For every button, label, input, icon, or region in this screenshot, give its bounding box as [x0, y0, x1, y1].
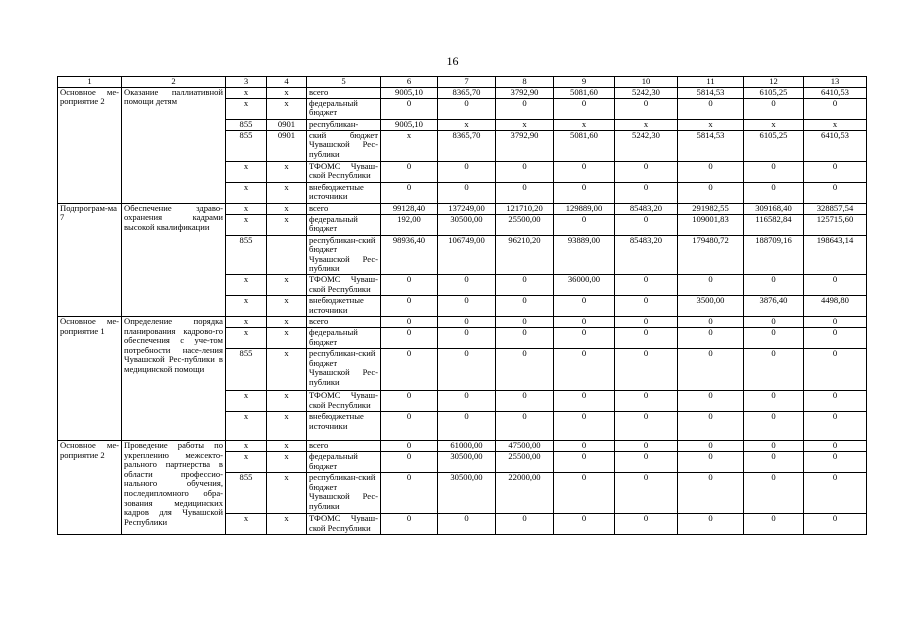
table-row: [58, 203, 867, 214]
amount-cell: 0: [744, 472, 804, 513]
amount-cell: 0: [496, 161, 554, 182]
amount-cell: 0: [554, 440, 615, 451]
amount-cell: 0: [744, 182, 804, 203]
funding-source-cell: республикан-: [307, 119, 381, 130]
amount-cell: 3792,90: [496, 130, 554, 161]
grbs-code-cell: 855: [226, 235, 267, 274]
amount-cell: 0: [678, 161, 744, 182]
funding-source-cell: республикан-ский бюджет Чувашской Рес-публики: [307, 235, 381, 274]
amount-cell: 0: [804, 451, 867, 472]
amount-cell: 106749,00: [438, 235, 496, 274]
amount-cell: 6105,25: [744, 87, 804, 98]
amount-cell: 0: [438, 182, 496, 203]
amount-cell: 0: [381, 182, 438, 203]
grbs-code-cell: 855: [226, 119, 267, 130]
amount-cell: 116582,84: [744, 214, 804, 235]
section-code-cell: x: [267, 327, 307, 348]
amount-cell: 0: [496, 411, 554, 440]
amount-cell: 5242,30: [615, 87, 678, 98]
section-code-cell: x: [267, 214, 307, 235]
grbs-code-cell: x: [226, 274, 267, 295]
amount-cell: x: [381, 130, 438, 161]
amount-cell: 0: [554, 472, 615, 513]
amount-cell: 0: [381, 274, 438, 295]
funding-source-cell: федеральный бюджет: [307, 327, 381, 348]
amount-cell: 0: [438, 348, 496, 390]
amount-cell: 192,00: [381, 214, 438, 235]
grbs-code-cell: x: [226, 327, 267, 348]
amount-cell: 125715,60: [804, 214, 867, 235]
column-number: 3: [226, 77, 267, 88]
amount-cell: 0: [615, 411, 678, 440]
funding-source-cell: всего: [307, 316, 381, 327]
column-number: 4: [267, 77, 307, 88]
amount-cell: 0: [615, 390, 678, 411]
amount-cell: 0: [678, 411, 744, 440]
amount-cell: 0: [615, 348, 678, 390]
section-code-cell: x: [267, 411, 307, 440]
amount-cell: 0: [804, 411, 867, 440]
amount-cell: 9005,10: [381, 119, 438, 130]
amount-cell: 0: [615, 295, 678, 316]
amount-cell: 0: [554, 513, 615, 534]
column-number: 12: [744, 77, 804, 88]
grbs-code-cell: 855: [226, 130, 267, 161]
amount-cell: 4498,80: [804, 295, 867, 316]
grbs-code-cell: 855: [226, 348, 267, 390]
amount-cell: 0: [615, 182, 678, 203]
amount-cell: 0: [554, 348, 615, 390]
amount-cell: 328857,54: [804, 203, 867, 214]
program-cell: Подпрограм-ма 7: [58, 203, 122, 316]
column-number: 8: [496, 77, 554, 88]
amount-cell: 0: [554, 316, 615, 327]
amount-cell: 3876,40: [744, 295, 804, 316]
amount-cell: 0: [804, 348, 867, 390]
amount-cell: 93889,00: [554, 235, 615, 274]
amount-cell: 0: [438, 411, 496, 440]
amount-cell: 5081,60: [554, 87, 615, 98]
amount-cell: 30500,00: [438, 451, 496, 472]
amount-cell: 0: [496, 182, 554, 203]
amount-cell: 291982,55: [678, 203, 744, 214]
section-code-cell: x: [267, 295, 307, 316]
grbs-code-cell: x: [226, 390, 267, 411]
amount-cell: 0: [804, 161, 867, 182]
amount-cell: 96210,20: [496, 235, 554, 274]
column-number: 1: [58, 77, 122, 88]
amount-cell: 0: [438, 316, 496, 327]
grbs-code-cell: x: [226, 316, 267, 327]
amount-cell: 0: [496, 295, 554, 316]
funding-source-cell: федеральный бюджет: [307, 214, 381, 235]
amount-cell: 5081,60: [554, 130, 615, 161]
amount-cell: 0: [381, 451, 438, 472]
table-row: [58, 87, 867, 98]
amount-cell: 0: [678, 348, 744, 390]
amount-cell: 0: [678, 316, 744, 327]
amount-cell: x: [496, 119, 554, 130]
grbs-code-cell: x: [226, 214, 267, 235]
amount-cell: 0: [615, 513, 678, 534]
amount-cell: 0: [678, 472, 744, 513]
amount-cell: 0: [804, 472, 867, 513]
amount-cell: 0: [496, 316, 554, 327]
amount-cell: 0: [615, 440, 678, 451]
amount-cell: 0: [744, 451, 804, 472]
amount-cell: 109001,83: [678, 214, 744, 235]
amount-cell: x: [615, 119, 678, 130]
section-code-cell: x: [267, 472, 307, 513]
amount-cell: 188709,16: [744, 235, 804, 274]
amount-cell: x: [554, 119, 615, 130]
section-code-cell: [267, 235, 307, 274]
amount-cell: 0: [615, 161, 678, 182]
program-title-cell: Проведение работы по укреплению межсекто-рального партнерства в области профессио-нального обучения, последипломного обра-зования медицинских кадров для Чувашской Республики: [122, 440, 226, 534]
section-code-cell: x: [267, 98, 307, 119]
amount-cell: 0: [381, 411, 438, 440]
amount-cell: x: [744, 119, 804, 130]
amount-cell: 36000,00: [554, 274, 615, 295]
grbs-code-cell: x: [226, 411, 267, 440]
amount-cell: 0: [381, 327, 438, 348]
section-code-cell: x: [267, 390, 307, 411]
amount-cell: 0: [381, 472, 438, 513]
amount-cell: 6105,25: [744, 130, 804, 161]
amount-cell: 0: [381, 513, 438, 534]
amount-cell: 0: [438, 98, 496, 119]
funding-source-cell: внебюджетные источники: [307, 295, 381, 316]
amount-cell: 0: [804, 440, 867, 451]
amount-cell: 9005,10: [381, 87, 438, 98]
amount-cell: 0: [744, 327, 804, 348]
amount-cell: 0: [615, 327, 678, 348]
amount-cell: 198643,14: [804, 235, 867, 274]
amount-cell: 30500,00: [438, 472, 496, 513]
section-code-cell: x: [267, 203, 307, 214]
amount-cell: 0: [804, 327, 867, 348]
grbs-code-cell: x: [226, 440, 267, 451]
budget-table: [57, 76, 867, 535]
amount-cell: 0: [744, 411, 804, 440]
grbs-code-cell: x: [226, 182, 267, 203]
funding-source-cell: внебюджетные источники: [307, 182, 381, 203]
amount-cell: 0: [678, 274, 744, 295]
amount-cell: 0: [554, 214, 615, 235]
column-number: 7: [438, 77, 496, 88]
amount-cell: 3500,00: [678, 295, 744, 316]
amount-cell: 0: [554, 411, 615, 440]
funding-source-cell: федеральный бюджет: [307, 98, 381, 119]
amount-cell: 0: [496, 390, 554, 411]
amount-cell: 0: [615, 274, 678, 295]
amount-cell: 47500,00: [496, 440, 554, 451]
amount-cell: 0: [438, 390, 496, 411]
section-code-cell: x: [267, 348, 307, 390]
section-code-cell: x: [267, 440, 307, 451]
amount-cell: 0: [804, 274, 867, 295]
amount-cell: 99128,40: [381, 203, 438, 214]
amount-cell: 0: [496, 274, 554, 295]
section-code-cell: 0901: [267, 130, 307, 161]
funding-source-cell: ский бюджет Чувашской Рес-публики: [307, 130, 381, 161]
amount-cell: 0: [678, 440, 744, 451]
amount-cell: 22000,00: [496, 472, 554, 513]
amount-cell: 0: [804, 390, 867, 411]
amount-cell: x: [678, 119, 744, 130]
amount-cell: 0: [615, 98, 678, 119]
grbs-code-cell: x: [226, 513, 267, 534]
funding-source-cell: всего: [307, 440, 381, 451]
amount-cell: 0: [381, 98, 438, 119]
amount-cell: 3792,90: [496, 87, 554, 98]
amount-cell: 5242,30: [615, 130, 678, 161]
column-number: 5: [307, 77, 381, 88]
page-number: 16: [446, 54, 459, 68]
amount-cell: 0: [496, 327, 554, 348]
amount-cell: 0: [438, 295, 496, 316]
amount-cell: 0: [381, 440, 438, 451]
amount-cell: 0: [615, 472, 678, 513]
amount-cell: 137249,00: [438, 203, 496, 214]
program-cell: Основное ме-роприятие 1: [58, 316, 122, 440]
amount-cell: 0: [381, 390, 438, 411]
section-code-cell: x: [267, 316, 307, 327]
section-code-cell: x: [267, 513, 307, 534]
amount-cell: 98936,40: [381, 235, 438, 274]
program-title-cell: Определение порядка планирования кадрово-го обеспечения с уче-том потребности насе-ления Чувашской Рес-публики в медицинской помощи: [122, 316, 226, 440]
amount-cell: 0: [496, 98, 554, 119]
amount-cell: 0: [381, 316, 438, 327]
column-number: 13: [804, 77, 867, 88]
amount-cell: 0: [678, 513, 744, 534]
amount-cell: 0: [496, 348, 554, 390]
amount-cell: 0: [554, 161, 615, 182]
amount-cell: 0: [678, 327, 744, 348]
amount-cell: 121710,20: [496, 203, 554, 214]
amount-cell: 0: [678, 390, 744, 411]
amount-cell: 5814,53: [678, 130, 744, 161]
amount-cell: 0: [554, 451, 615, 472]
funding-source-cell: ТФОМС Чуваш-ской Республики: [307, 274, 381, 295]
funding-source-cell: всего: [307, 87, 381, 98]
amount-cell: 0: [554, 295, 615, 316]
section-code-cell: x: [267, 451, 307, 472]
amount-cell: 0: [381, 348, 438, 390]
amount-cell: 0: [381, 295, 438, 316]
amount-cell: 8365,70: [438, 87, 496, 98]
amount-cell: 25500,00: [496, 451, 554, 472]
grbs-code-cell: 855: [226, 472, 267, 513]
amount-cell: 0: [744, 274, 804, 295]
grbs-code-cell: x: [226, 87, 267, 98]
amount-cell: 61000,00: [438, 440, 496, 451]
amount-cell: 85483,20: [615, 203, 678, 214]
amount-cell: 0: [804, 182, 867, 203]
amount-cell: 25500,00: [496, 214, 554, 235]
amount-cell: 0: [438, 161, 496, 182]
amount-cell: 309168,40: [744, 203, 804, 214]
column-number: 9: [554, 77, 615, 88]
program-cell: Основное ме-роприятие 2: [58, 440, 122, 534]
funding-source-cell: всего: [307, 203, 381, 214]
program-title-cell: Обеспечение здраво-охранения кадрами высокой квалификации: [122, 203, 226, 316]
amount-cell: 0: [744, 316, 804, 327]
column-number: 11: [678, 77, 744, 88]
section-code-cell: 0901: [267, 119, 307, 130]
amount-cell: 0: [744, 98, 804, 119]
amount-cell: x: [438, 119, 496, 130]
amount-cell: 0: [804, 98, 867, 119]
amount-cell: 0: [678, 451, 744, 472]
table-row: [58, 316, 867, 327]
section-code-cell: x: [267, 161, 307, 182]
amount-cell: 6410,53: [804, 130, 867, 161]
amount-cell: 0: [744, 440, 804, 451]
amount-cell: 0: [804, 513, 867, 534]
amount-cell: 8365,70: [438, 130, 496, 161]
grbs-code-cell: x: [226, 295, 267, 316]
funding-source-cell: ТФОМС Чуваш-ской Республики: [307, 513, 381, 534]
amount-cell: 0: [554, 98, 615, 119]
section-code-cell: x: [267, 182, 307, 203]
amount-cell: 0: [438, 513, 496, 534]
funding-source-cell: ТФОМС Чуваш-ской Республики: [307, 161, 381, 182]
grbs-code-cell: x: [226, 161, 267, 182]
amount-cell: x: [804, 119, 867, 130]
amount-cell: 0: [678, 98, 744, 119]
section-code-cell: x: [267, 87, 307, 98]
funding-source-cell: ТФОМС Чуваш-ской Республики: [307, 390, 381, 411]
program-title-cell: Оказание паллиативной помощи детям: [122, 87, 226, 203]
column-number: 6: [381, 77, 438, 88]
amount-cell: 0: [744, 390, 804, 411]
amount-cell: 0: [615, 214, 678, 235]
grbs-code-cell: x: [226, 203, 267, 214]
amount-cell: 0: [615, 316, 678, 327]
amount-cell: 0: [381, 161, 438, 182]
grbs-code-cell: x: [226, 451, 267, 472]
amount-cell: 0: [744, 161, 804, 182]
grbs-code-cell: x: [226, 98, 267, 119]
amount-cell: 0: [496, 513, 554, 534]
table-row: [58, 440, 867, 451]
funding-source-cell: республикан-ский бюджет Чувашской Рес-публики: [307, 348, 381, 390]
funding-source-cell: федеральный бюджет: [307, 451, 381, 472]
amount-cell: 0: [744, 513, 804, 534]
amount-cell: 179480,72: [678, 235, 744, 274]
amount-cell: 0: [804, 316, 867, 327]
amount-cell: 0: [438, 274, 496, 295]
amount-cell: 0: [744, 348, 804, 390]
section-code-cell: x: [267, 274, 307, 295]
funding-source-cell: внебюджетные источники: [307, 411, 381, 440]
column-number-row: [58, 77, 867, 88]
amount-cell: 0: [438, 327, 496, 348]
amount-cell: 6410,53: [804, 87, 867, 98]
amount-cell: 85483,20: [615, 235, 678, 274]
amount-cell: 30500,00: [438, 214, 496, 235]
program-cell: Основное ме-роприятие 2: [58, 87, 122, 203]
column-number: 10: [615, 77, 678, 88]
amount-cell: 0: [554, 327, 615, 348]
amount-cell: 0: [678, 182, 744, 203]
amount-cell: 129889,00: [554, 203, 615, 214]
amount-cell: 0: [615, 451, 678, 472]
amount-cell: 5814,53: [678, 87, 744, 98]
column-number: 2: [122, 77, 226, 88]
amount-cell: 0: [554, 182, 615, 203]
amount-cell: 0: [554, 390, 615, 411]
funding-source-cell: республикан-ский бюджет Чувашской Рес-публики: [307, 472, 381, 513]
